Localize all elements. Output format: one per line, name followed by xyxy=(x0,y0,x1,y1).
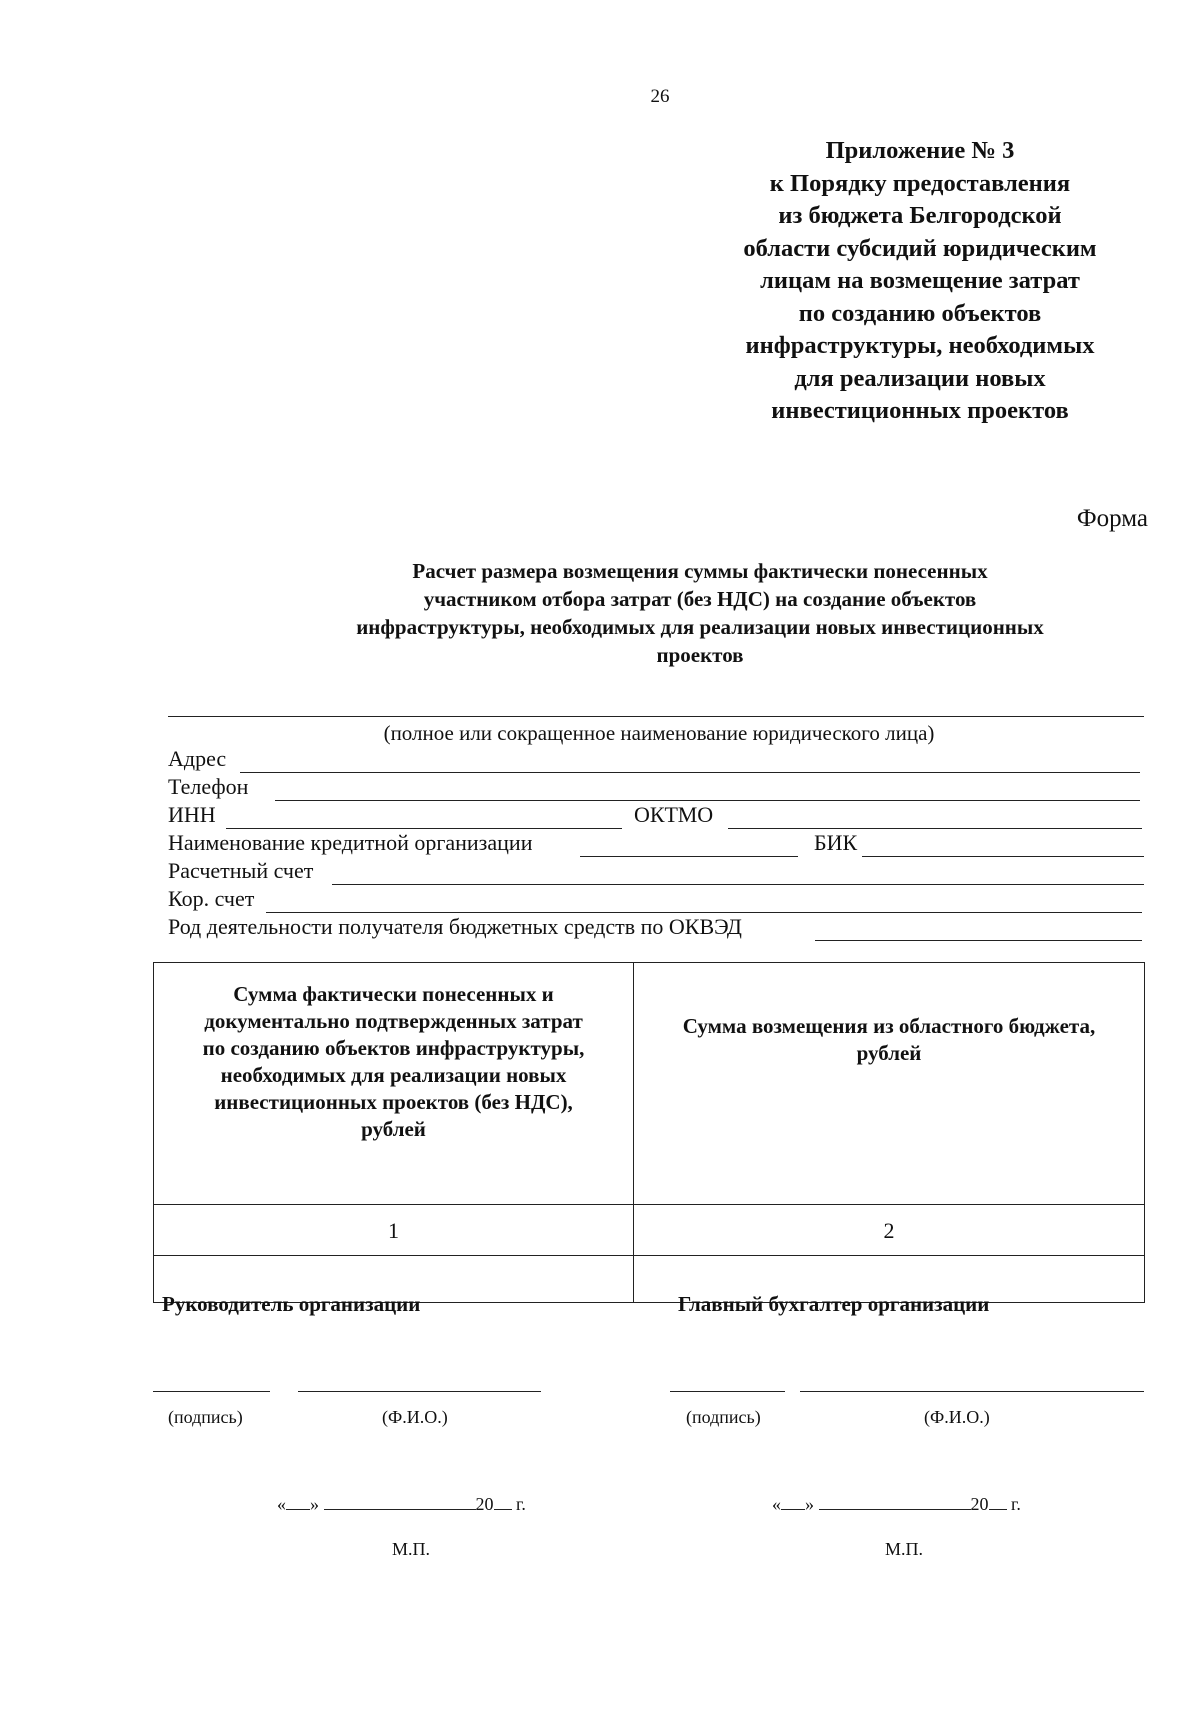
inn-line[interactable] xyxy=(226,828,622,829)
title-line: проектов xyxy=(656,643,744,667)
appendix-line: лицам на возмещение затрат xyxy=(760,267,1080,294)
head-stamp-label: М.П. xyxy=(392,1539,431,1559)
header-line: Сумма фактически понесенных и xyxy=(233,982,554,1006)
appendix-header xyxy=(690,135,1150,428)
okved-line[interactable] xyxy=(815,940,1142,941)
accountant-date[interactable] xyxy=(772,1493,1021,1515)
head-name-caption: (Ф.И.О.) xyxy=(382,1407,448,1427)
year-suffix: г. xyxy=(516,1494,526,1514)
document-title xyxy=(270,557,1130,669)
header-line: по созданию объектов инфраструктуры, xyxy=(202,1036,585,1060)
date-open-quote: « xyxy=(277,1494,286,1514)
oktmo-label: ОКТМО xyxy=(634,802,714,827)
incurred-costs-header xyxy=(154,963,634,1205)
inn-label: ИНН xyxy=(168,802,216,827)
head-signature-caption: (подпись) xyxy=(168,1407,243,1427)
year-blank[interactable] xyxy=(494,1493,512,1510)
date-open-quote: « xyxy=(772,1494,781,1514)
corr-account-line[interactable] xyxy=(266,912,1142,913)
header-line: необходимых для реализации новых xyxy=(220,1063,567,1087)
header-line: Сумма возмещения из областного бюджета, xyxy=(682,1014,1096,1038)
head-date[interactable] xyxy=(277,1493,526,1515)
bank-line[interactable] xyxy=(580,856,798,857)
header-line: рублей xyxy=(856,1041,922,1065)
head-name-line[interactable] xyxy=(298,1391,541,1392)
okved-label: Род деятельности получателя бюджетных средств по ОКВЭД xyxy=(168,914,742,939)
date-close-quote: » xyxy=(310,1494,319,1514)
page-number: 26 xyxy=(650,86,670,107)
year-prefix: 20 xyxy=(475,1494,494,1514)
phone-line[interactable] xyxy=(275,800,1140,801)
org-name-caption: (полное или сокращенное наименование юридического лица) xyxy=(383,721,935,745)
account-label: Расчетный счет xyxy=(168,858,314,883)
bik-label: БИК xyxy=(814,830,858,855)
day-blank[interactable] xyxy=(781,1493,805,1510)
oktmo-line[interactable] xyxy=(728,828,1142,829)
appendix-line: из бюджета Белгородской xyxy=(778,202,1062,229)
appendix-line: области субсидий юридическим xyxy=(743,234,1097,262)
title-line: участником отбора затрат (без НДС) на создание объектов xyxy=(423,587,977,611)
bik-line[interactable] xyxy=(862,856,1144,857)
appendix-line: инфраструктуры, необходимых xyxy=(745,332,1095,359)
address-label: Адрес xyxy=(168,746,227,771)
month-blank[interactable] xyxy=(819,1493,971,1510)
form-label: Форма xyxy=(1076,505,1148,532)
header-line: инвестиционных проектов (без НДС), xyxy=(214,1090,573,1114)
day-blank[interactable] xyxy=(286,1493,310,1510)
head-signature-line[interactable] xyxy=(153,1391,270,1392)
appendix-line: к Порядку предоставления xyxy=(769,169,1071,197)
header-line: документально подтвержденных затрат xyxy=(204,1009,583,1033)
head-title: Руководитель организации xyxy=(162,1292,421,1316)
accountant-stamp-label: М.П. xyxy=(885,1539,924,1559)
appendix-line: инвестиционных проектов xyxy=(771,397,1069,424)
corr-account-label: Кор. счет xyxy=(168,886,255,911)
appendix-line: Приложение № 3 xyxy=(825,137,1015,164)
calculation-table xyxy=(153,962,1145,1303)
accountant-name-line[interactable] xyxy=(800,1391,1144,1392)
date-close-quote: » xyxy=(805,1494,814,1514)
appendix-line: по созданию объектов xyxy=(798,299,1042,327)
bank-label: Наименование кредитной организации xyxy=(168,830,533,855)
title-line: Расчет размера возмещения суммы фактически понесенных xyxy=(412,559,988,583)
table-header-row xyxy=(154,963,1145,1205)
year-blank[interactable] xyxy=(989,1493,1007,1510)
year-prefix: 20 xyxy=(970,1494,989,1514)
phone-label: Телефон xyxy=(168,774,249,799)
org-name-line[interactable] xyxy=(168,716,1144,717)
month-blank[interactable] xyxy=(324,1493,476,1510)
header-line: рублей xyxy=(361,1117,426,1141)
column-number-2: 2 xyxy=(634,1205,1145,1256)
year-suffix: г. xyxy=(1011,1494,1021,1514)
accountant-signature-line[interactable] xyxy=(670,1391,785,1392)
address-line[interactable] xyxy=(240,772,1140,773)
column-number-1: 1 xyxy=(154,1205,634,1256)
title-line: инфраструктуры, необходимых для реализации новых инвестиционных xyxy=(356,615,1044,639)
appendix-line: для реализации новых xyxy=(794,364,1046,392)
accountant-title: Главный бухгалтер организации xyxy=(678,1292,990,1316)
table-number-row xyxy=(154,1205,1145,1256)
accountant-signature-caption: (подпись) xyxy=(686,1407,761,1427)
account-line[interactable] xyxy=(332,884,1144,885)
accountant-name-caption: (Ф.И.О.) xyxy=(924,1407,990,1427)
reimbursement-header xyxy=(634,963,1145,1205)
